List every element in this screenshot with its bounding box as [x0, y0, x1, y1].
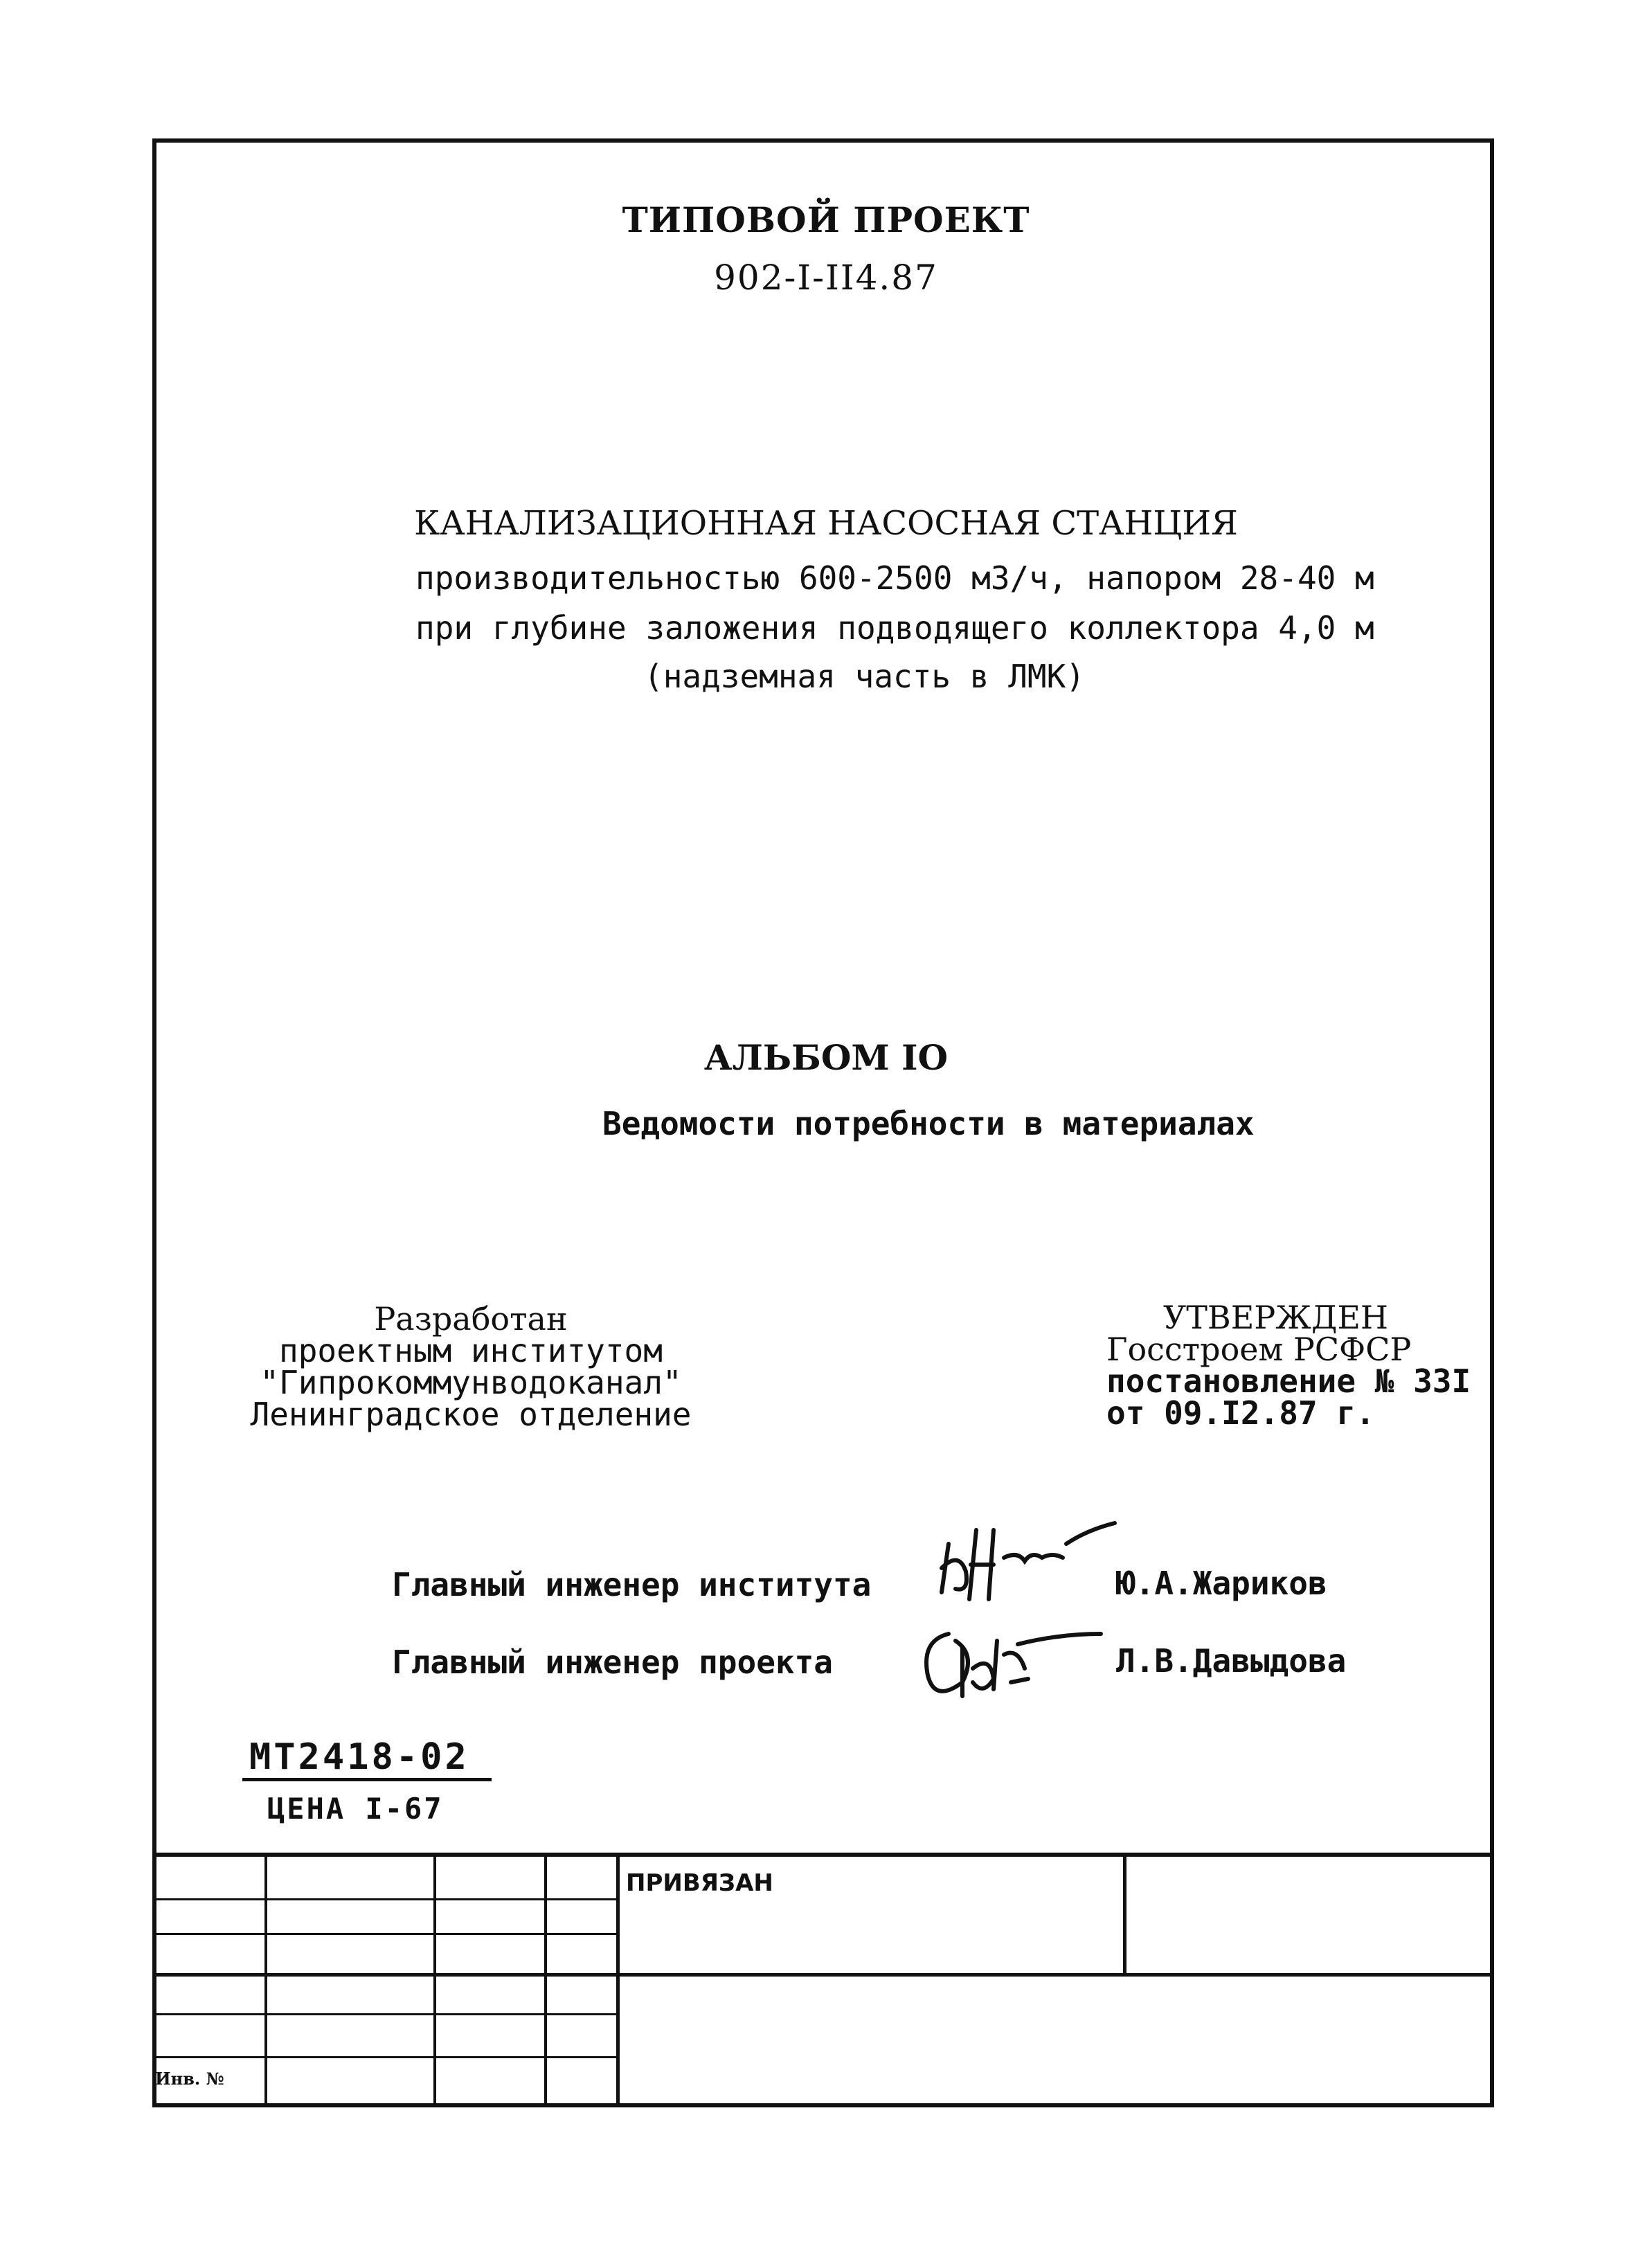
stamp-hline-5 [152, 2056, 618, 2058]
stamp-vline-2 [433, 1853, 436, 2107]
bound-label: ПРИВЯЗАН [626, 1869, 773, 1897]
project-type: ТИПОВОЙ ПРОЕКТ [622, 199, 1030, 240]
stamp-vline-1 [264, 1853, 267, 2107]
album-subtitle: Ведомости потребности в материалах [602, 1105, 1255, 1142]
stamp-vline-4 [616, 1853, 620, 2107]
price: ЦЕНА I-67 [267, 1792, 444, 1826]
album-title: АЛЬБОМ IO [703, 1037, 949, 1078]
project-number: 902-I-II4.87 [714, 258, 938, 298]
developer-block [235, 1300, 706, 1433]
approval-line-2: Госстроем РСФСР [1106, 1331, 1412, 1368]
chief-engineer-project-name: Л.В.Давыдова [1116, 1642, 1347, 1680]
developer-line-4: Ленинградское отделение [250, 1396, 692, 1433]
stamp-vline-3 [544, 1853, 547, 2107]
stamp-hline-3 [152, 1973, 1494, 1977]
developer-line-2: проектным институтом [279, 1332, 663, 1369]
signature-chief-engineer-institute [928, 1502, 1135, 1613]
inventory-number-label: Инв. № [155, 2069, 224, 2089]
capacity-line: производительностью 600-2500 м3/ч, напором 28-40 м [415, 559, 1374, 597]
depth-line: при глубине заложения подводящего коллектора 4,0 м [415, 609, 1374, 647]
approval-line-3: постановление № 33I [1106, 1362, 1471, 1400]
above-ground-line: (надземная часть в ЛМК) [644, 658, 1085, 695]
project-title: КАНАЛИЗАЦИОННАЯ НАСОСНАЯ СТАНЦИЯ [414, 504, 1238, 543]
stamp-top-line [152, 1853, 1494, 1857]
approval-line-4: от 09.I2.87 г. [1106, 1394, 1375, 1432]
approval-line-1: УТВЕРЖДЕН [1163, 1299, 1389, 1336]
signature-chief-engineer-project [907, 1613, 1115, 1710]
chief-engineer-institute-role: Главный инженер института [392, 1566, 872, 1603]
developer-line-1: Разработан [374, 1300, 568, 1338]
chief-engineer-institute-name: Ю.А.Жариков [1116, 1565, 1327, 1602]
stamp-hline-2 [152, 1933, 618, 1935]
archive-code-underline [242, 1778, 492, 1781]
stamp-hline-1 [152, 1898, 618, 1900]
approval-block [1106, 1299, 1471, 1432]
developer-line-3: "Гипрокоммунводоканал" [260, 1364, 682, 1401]
stamp-hline-4 [152, 2013, 618, 2015]
archive-code: МТ2418-02 [249, 1736, 469, 1778]
stamp-vline-5 [1123, 1853, 1126, 1976]
chief-engineer-project-role: Главный инженер проекта [392, 1644, 833, 1681]
